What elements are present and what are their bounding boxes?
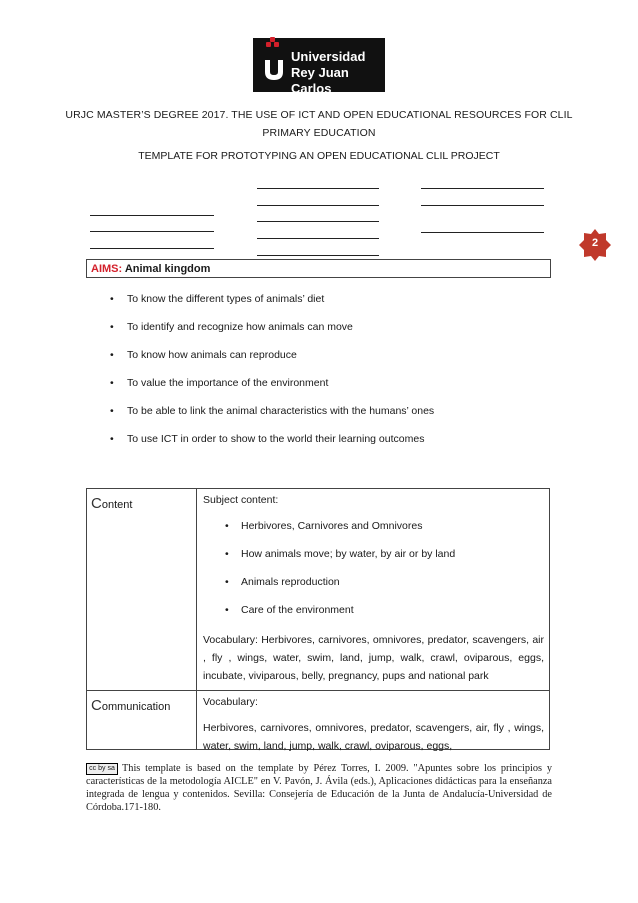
blank-line (257, 221, 379, 222)
aim-item: • To identify and recognize how animals can move (110, 318, 570, 346)
blank-line (421, 232, 544, 233)
page-number-badge (578, 228, 612, 262)
aim-item: • To know how animals can reproduce (110, 346, 570, 374)
aims-header (86, 259, 551, 278)
cc-license-icon: cc by sa (86, 763, 118, 775)
university-logo (253, 38, 385, 96)
table-row-content (87, 489, 549, 691)
subject-content-heading: Subject content: (203, 494, 279, 506)
subject-item: • Care of the environment (203, 601, 544, 629)
blank-line (257, 188, 379, 189)
subject-item: • Animals reproduction (203, 573, 544, 601)
blank-line (90, 231, 214, 232)
logo-line-1: Universidad (291, 49, 366, 64)
blank-line (257, 238, 379, 239)
content-cell (197, 489, 549, 690)
subject-item: • How animals move; by water, by air or by land (203, 545, 544, 573)
blank-line (257, 205, 379, 206)
logo-u-icon (263, 48, 285, 82)
footer-text: This template is based on the template by Pérez Torres, I. 2009. "Apuntes sobre los principios y características de la metodología AICLE" en V. Pavón, J. Ávila (eds.), Aplicaciones didácticas para la enseñanza integrada de lengua y contenidos. Sevilla: Consejería de Educación de la Junta de Andalucía-Universidad de Córdoba.171-180. (86, 763, 552, 813)
row-label-rest: ommunication (101, 701, 171, 713)
row-label-communication (87, 691, 197, 749)
footer-citation (86, 762, 552, 814)
blank-line (90, 248, 214, 249)
aim-item: • To value the importance of the environment (110, 374, 570, 402)
document-title: URJC MASTER’S DEGREE 2017. THE USE OF ICT AND OPEN EDUCATIONAL RESOURCES FOR CLIL PRIMARY EDUCATION (65, 109, 573, 139)
table-row-communication (87, 691, 549, 752)
logo-text (291, 49, 385, 97)
communication-vocabulary: Herbivores, carnivores, omnivores, predator, scavengers, air, fly , wings, water, swim, land, jump, walk, crawl, oviparous, eggs, (203, 722, 544, 752)
content-vocabulary: Vocabulary: Herbivores, carnivores, omnivores, predator, scavengers, air , fly , wings, water, swim, land, jump, walk, crawl, oviparous, eggs, incubate, viviparous, belly, pregnancy, pups and national park (203, 634, 544, 682)
blank-line (421, 205, 544, 206)
page-number: 2 (591, 237, 599, 249)
communication-cell (197, 691, 549, 752)
row-label-cap: C (91, 697, 102, 714)
document-subtitle: TEMPLATE FOR PROTOTYPING AN OPEN EDUCATIONAL CLIL PROJECT (138, 150, 500, 162)
row-label-cap: C (91, 495, 102, 512)
blank-line (421, 188, 544, 189)
row-label-content (87, 489, 197, 690)
blank-line (90, 215, 214, 216)
aims-list (110, 290, 570, 458)
communication-heading: Vocabulary: (203, 696, 258, 708)
clil-table (86, 488, 550, 750)
aim-item: • To know the different types of animals’ diet (110, 290, 570, 318)
aim-item: • To use ICT in order to show to the world their learning outcomes (110, 430, 570, 458)
aim-item: • To be able to link the animal characteristics with the humans’ ones (110, 402, 570, 430)
logo-line-2: Rey Juan Carlos (291, 65, 349, 96)
aims-label: AIMS: (91, 263, 123, 275)
aims-topic: Animal kingdom (124, 263, 211, 275)
blank-line (257, 255, 379, 256)
subject-item: • Herbivores, Carnivores and Omnivores (203, 517, 544, 545)
row-label-rest: ontent (101, 499, 133, 511)
